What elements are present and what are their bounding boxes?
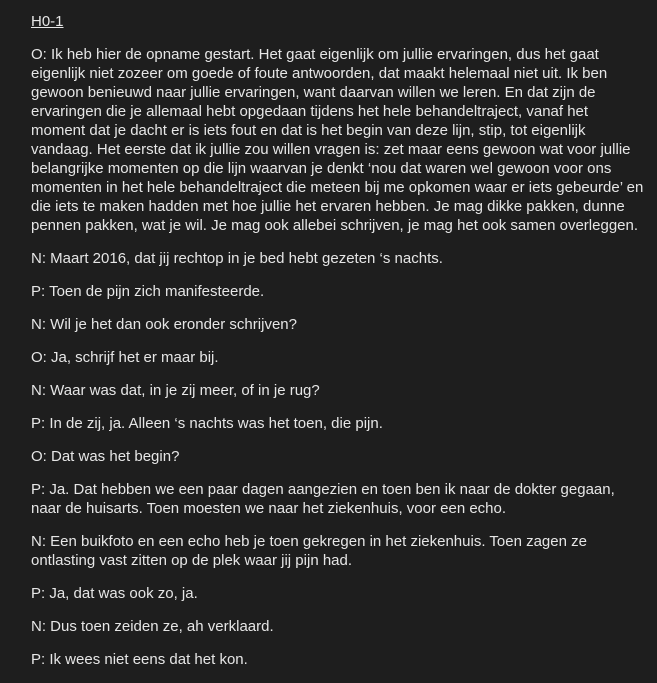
document-title: H0-1 [31, 13, 64, 30]
transcript-document [31, 12, 646, 683]
transcript-paragraph-12: P: Ik wees niet eens dat het kon. [31, 651, 248, 668]
transcript-paragraph-4: O: Ja, schrijf het er maar bij. [31, 349, 219, 366]
transcript-paragraph-5: N: Waar was dat, in je zij meer, of in je rug? [31, 382, 320, 399]
transcript-paragraph-11: N: Dus toen zeiden ze, ah verklaard. [31, 618, 274, 635]
transcript-paragraph-1: N: Maart 2016, dat jij rechtop in je bed hebt gezeten ‘s nachts. [31, 250, 443, 267]
transcript-paragraph-6: P: In de zij, ja. Alleen ‘s nachts was het toen, die pijn. [31, 415, 383, 432]
transcript-paragraph-2: P: Toen de pijn zich manifesteerde. [31, 283, 265, 300]
transcript-paragraph-0: O: Ik heb hier de opname gestart. Het gaat eigenlijk om jullie ervaringen, dus het gaat eigenlijk niet zozeer om goede of foute antwoorden, dat maakt helemaal niet uit. Ik ben gewoon benieuwd naar jullie ervaringen, want daarvan willen we leren. En dat zijn de ervaringen die je allemaal hebt opgedaan tijdens het hele behandeltraject, vanaf het moment dat je dacht er is iets fout en dat is het begin van deze lijn, stip, tot eigenlijk vandaag. Het eerste dat ik jullie zou willen vragen is: zet maar eens gewoon wat voor jullie belangrijke momenten op die lijn waarvan je denkt ‘nou dat waren wel gewoon voor ons momenten in het hele behandeltraject die meteen bij me opkomen waar er iets gebeurde’ en die iets te maken hadden met hoe jullie het ervaren hebben. Je mag dikke pakken, dunne pennen pakken, wat je wil. Je mag ook allebei schrijven, je mag het ook samen overleggen. [31, 46, 644, 234]
transcript-paragraph-8: P: Ja. Dat hebben we een paar dagen aangezien en toen ben ik naar de dokter gegaan, naar de huisarts. Toen moesten we naar het ziekenhuis, voor een echo. [31, 481, 615, 517]
transcript-paragraph-10: P: Ja, dat was ook zo, ja. [31, 585, 198, 602]
transcript-paragraph-9: N: Een buikfoto en een echo heb je toen gekregen in het ziekenhuis. Toen zagen ze ontlasting vast zitten op de plek waar jij pijn had. [31, 533, 587, 569]
transcript-paragraph-7: O: Dat was het begin? [31, 448, 180, 465]
transcript-paragraph-3: N: Wil je het dan ook eronder schrijven? [31, 316, 297, 333]
